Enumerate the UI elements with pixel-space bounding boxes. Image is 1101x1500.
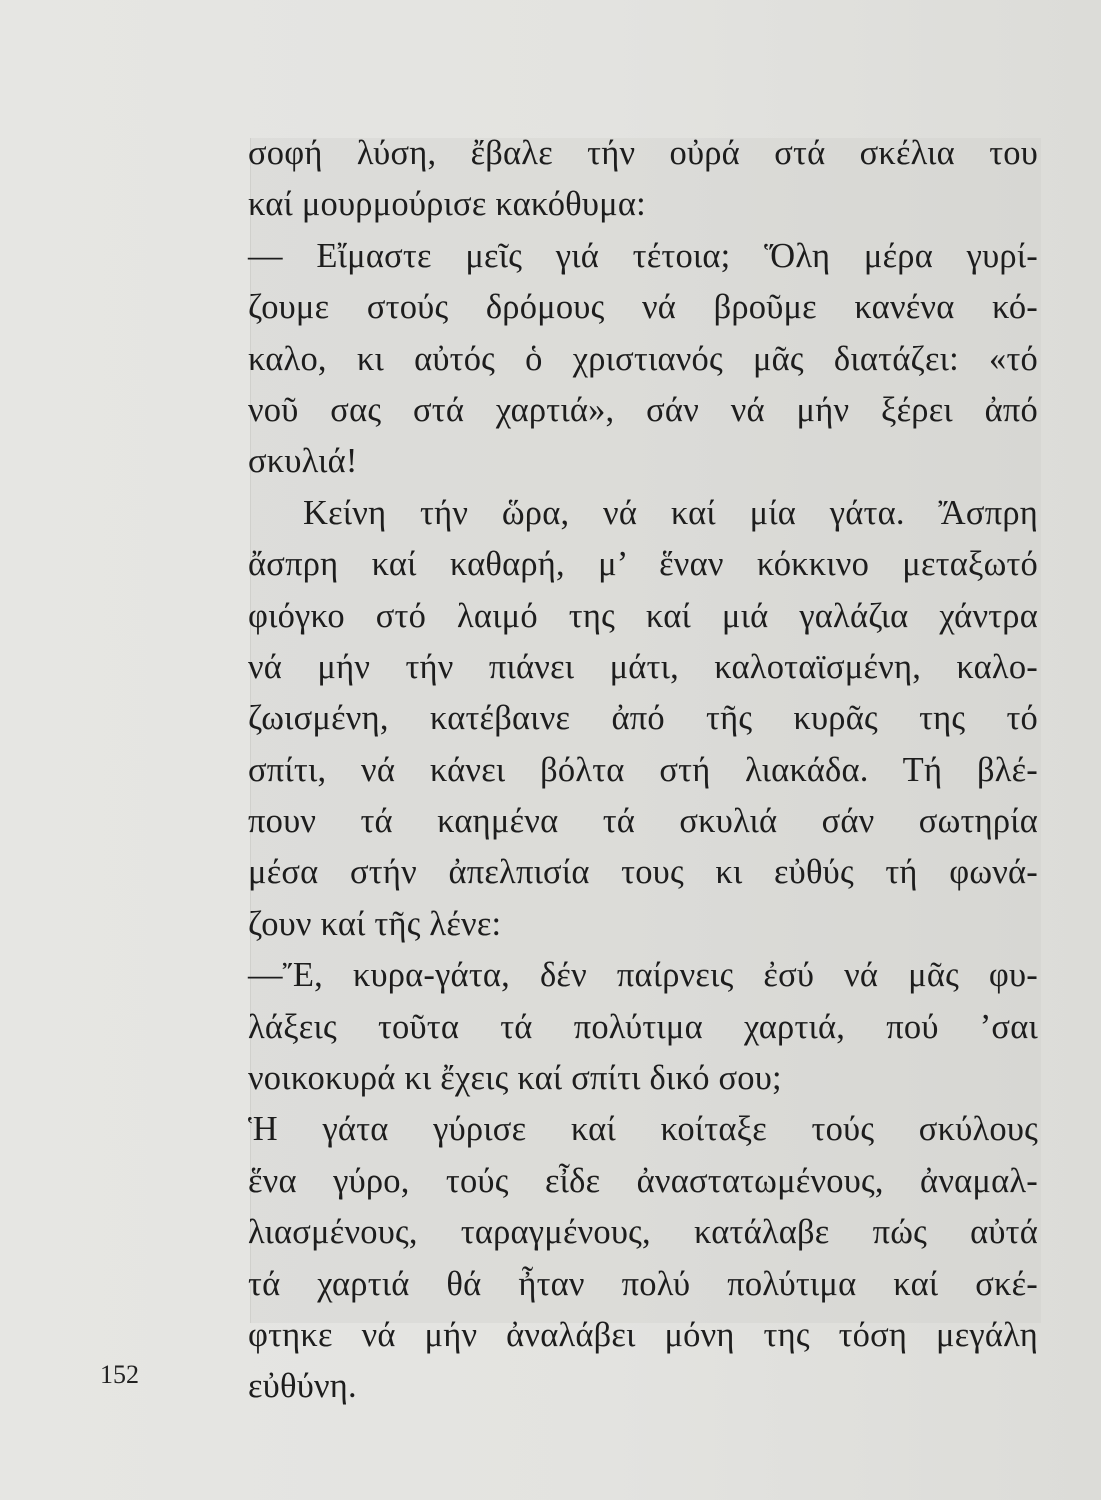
- text-line: Κείνη τήν ὥρα, νά καί μία γάτα. Ἄσπρη: [303, 493, 1038, 532]
- text-line: σκυλιά!: [248, 442, 358, 481]
- text-line: φιόγκο στό λαιμό της καί μιά γαλάζια χάντρα: [248, 596, 1038, 635]
- text-line: ζουμε στούς δρόμους νά βροῦμε κανένα κό-: [248, 288, 1038, 327]
- body-text: [248, 128, 1038, 1413]
- text-line: ζωισμένη, κατέβαινε ἀπό τῆς κυρᾶς της τό: [248, 699, 1038, 738]
- text-line: νοικοκυρά κι ἔχεις καί σπίτι δικό σου;: [248, 1059, 782, 1098]
- text-line: τά χαρτιά θά ἦταν πολύ πολύτιμα καί σκέ-: [248, 1264, 1038, 1303]
- text-line: νοῦ σας στά χαρτιά», σάν νά μήν ξέρει ἀπό: [248, 390, 1038, 429]
- text-line: Ἡ γάτα γύρισε καί κοίταξε τούς σκύλους: [248, 1110, 1038, 1149]
- text-line: λάξεις τοῦτα τά πολύτιμα χαρτιά, πού ’σαι: [248, 1007, 1038, 1046]
- text-line: μέσα στήν ἀπελπισία τους κι εὐθύς τή φωνά-: [248, 853, 1038, 892]
- text-line: καλο, κι αὐτός ὁ χριστιανός μᾶς διατάζει: «τό: [248, 339, 1038, 378]
- text-line: εὐθύνη.: [248, 1367, 357, 1406]
- text-line: σοφή λύση, ἔβαλε τήν οὐρά στά σκέλια του: [248, 134, 1038, 172]
- text-line: λιασμένους, ταραγμένους, κατάλαβε πώς αὐτά: [248, 1213, 1038, 1252]
- text-line: νά μήν τήν πιάνει μάτι, καλοταϊσμένη, καλο-: [248, 647, 1038, 686]
- text-line: — Εἴμαστε μεῖς γιά τέτοια; Ὅλη μέρα γυρί-: [248, 236, 1038, 275]
- text-line: ἄσπρη καί καθαρή, μ’ ἕναν κόκκινο μεταξωτό: [248, 545, 1038, 584]
- text-line: ἕνα γύρο, τούς εἶδε ἀναστατωμένους, ἀναμαλ-: [248, 1161, 1038, 1200]
- text-line: φτηκε νά μήν ἀναλάβει μόνη της τόση μεγάλη: [248, 1315, 1038, 1354]
- text-line: ζουν καί τῆς λένε:: [248, 904, 502, 943]
- text-line: πουν τά καημένα τά σκυλιά σάν σωτηρία: [248, 802, 1038, 841]
- text-line: καί μουρμούρισε κακόθυμα:: [248, 185, 646, 224]
- text-line: σπίτι, νά κάνει βόλτα στή λιακάδα. Τή βλέ-: [248, 750, 1038, 789]
- text-line: —Ἔ, κυρα-γάτα, δέν παίρνεις ἐσύ νά μᾶς φυ-: [248, 956, 1038, 995]
- page-number: 152: [100, 1360, 139, 1389]
